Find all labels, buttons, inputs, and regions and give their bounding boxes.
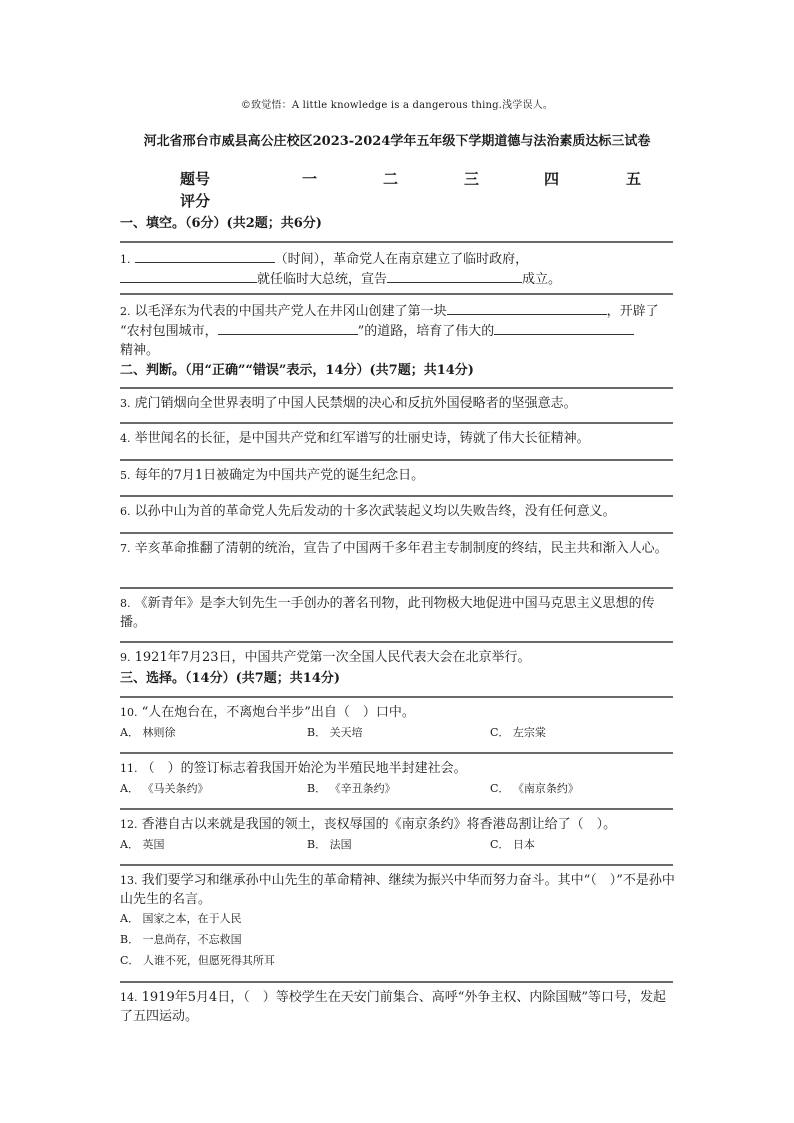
score-col-5: 五 xyxy=(626,170,642,188)
score-col-4: 四 xyxy=(544,170,560,188)
divider xyxy=(120,459,673,461)
question-2: 2. 以毛泽东为代表的中国共产党人在井冈山创建了第一块 ，开辟了 “农村包围城市， ”的道路，培育了伟大的 精神。 xyxy=(120,301,676,360)
question-4: 4. 举世闻名的长征，是中国共产党和红军谱写的壮丽史诗，铸就了伟大长征精神。 xyxy=(120,431,590,446)
answer-blank[interactable] xyxy=(494,321,634,335)
answer-blank[interactable] xyxy=(447,301,607,315)
section-heading: 一、填空。（6分）(共2题；共6分) xyxy=(120,216,322,231)
option-a[interactable]: A． 英国 xyxy=(120,838,165,851)
question-7: 7. 辛亥革命推翻了清朝的统治，宣告了中国两千多年君主专制制度的终结，民主共和渐入人心。 xyxy=(120,541,668,556)
option-c[interactable]: C． 人谁不死，但愿死得其所耳 xyxy=(120,954,275,967)
divider xyxy=(120,808,673,810)
motto: ©致觉悟：A little knowledge is a dangerous thing.浅学误人。 xyxy=(240,100,554,111)
divider xyxy=(120,752,673,754)
score-col-1: 一 xyxy=(302,170,318,188)
answer-blank[interactable] xyxy=(135,249,275,263)
option-b[interactable]: B． 关天培 xyxy=(307,726,363,739)
divider xyxy=(120,241,673,243)
option-b[interactable]: B． 《辛丑条约》 xyxy=(307,782,396,795)
option-c[interactable]: C． 日本 xyxy=(490,838,535,851)
divider xyxy=(120,587,673,589)
divider xyxy=(120,387,673,389)
divider xyxy=(120,495,673,497)
divider xyxy=(120,293,673,295)
question-5: 5. 每年的7月1日被确定为中国共产党的诞生纪念日。 xyxy=(120,468,425,483)
answer-blank[interactable] xyxy=(120,269,257,283)
question-10: 10. “人在炮台在，不离炮台半步”出自（ ）口中。 xyxy=(120,705,415,720)
question-11: 11. （ ）的签订标志着我国开始沦为半殖民地半封建社会。 xyxy=(120,761,467,776)
divider xyxy=(120,641,673,643)
option-a[interactable]: A． 《马关条约》 xyxy=(120,782,209,795)
section-heading: 三、选择。（14分）(共7题；共14分) xyxy=(120,671,341,686)
divider xyxy=(120,532,673,534)
option-c[interactable]: C． 左宗棠 xyxy=(490,726,546,739)
question-9: 9. 1921年7月23日，中国共产党第一次全国人民代表大会在北京举行。 xyxy=(120,650,531,665)
option-a[interactable]: A． 国家之本，在于人民 xyxy=(120,912,242,925)
score-row-label: 评分 xyxy=(180,192,211,210)
question-13: 13. 我们要学习和继承孙中山先生的革命精神、继续为振兴中华而努力奋斗。其中“（ ）”不是孙中山先生的名言。 xyxy=(120,873,675,907)
question-8: 8. 《新青年》是李大钊先生一手创办的著名刊物，此刊物极大地促进中国马克思主义思想的传播。 xyxy=(120,596,655,630)
question-6: 6. 以孙中山为首的革命党人先后发动的十多次武装起义均以失败告终，没有任何意义。 xyxy=(120,504,616,519)
divider xyxy=(120,864,673,866)
question-3: 3. 虎门销烟向全世界表明了中国人民禁烟的决心和反抗外国侵略者的坚强意志。 xyxy=(120,396,577,411)
option-a[interactable]: A． 林则徐 xyxy=(120,726,176,739)
answer-blank[interactable] xyxy=(218,321,358,335)
question-1: 1. （时间），革命党人在南京建立了临时政府， 就任临时大总统，宣告 成立。 xyxy=(120,249,676,289)
divider xyxy=(120,422,673,424)
option-b[interactable]: B． 法国 xyxy=(307,838,352,851)
divider xyxy=(120,696,673,698)
option-c[interactable]: C． 《南京条约》 xyxy=(490,782,579,795)
score-col-2: 二 xyxy=(383,170,399,188)
section-heading: 二、判断。（用“正确”“错误”表示，14分）(共7题；共14分) xyxy=(120,363,474,378)
question-12: 12. 香港自古以来就是我国的领土，丧权辱国的《南京条约》将香港岛割让给了（ ）。 xyxy=(120,817,617,832)
option-b[interactable]: B． 一息尚存，不忘救国 xyxy=(120,933,242,946)
divider xyxy=(120,981,673,983)
question-14: 14. 1919年5月4日，（ ）等校学生在天安门前集合、高呼“外争主权、内除国贼”等口号，发起了五四运动。 xyxy=(120,990,667,1024)
score-col-3: 三 xyxy=(464,170,480,188)
page-title: 河北省邢台市威县高公庄校区2023-2024学年五年级下学期道德与法治素质达标三试卷 xyxy=(143,134,651,149)
score-header-label: 题号 xyxy=(180,170,211,188)
answer-blank[interactable] xyxy=(387,269,522,283)
